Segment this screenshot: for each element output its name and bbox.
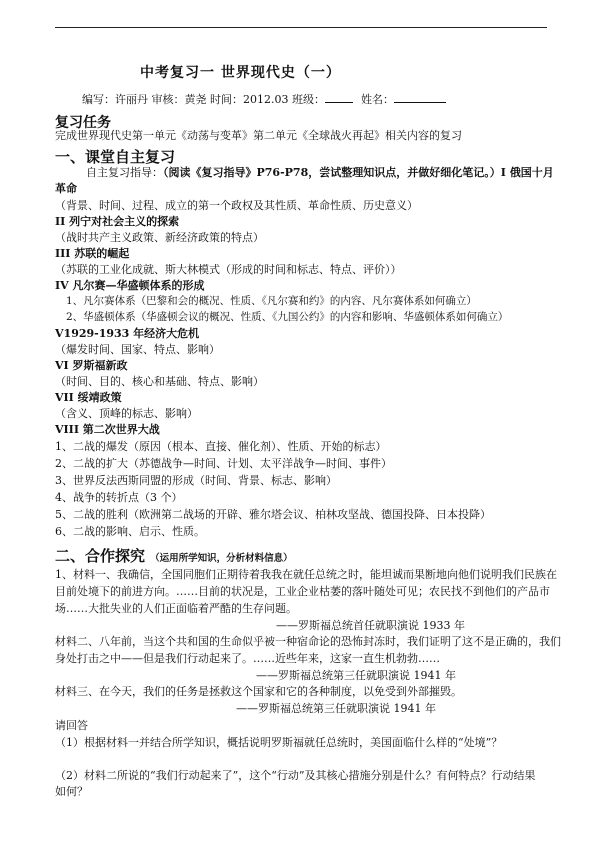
guide-tail: I 俄国十月 [500,166,554,179]
list-item: 3、世界反法西斯同盟的形成（时间、背景、标志、影响） [55,474,337,487]
list-item: （含义、顶峰的标志、影响） [55,407,198,420]
list-heading: VI 罗斯福新政 [55,359,128,372]
section2-heading-row [55,545,293,566]
list-heading: VII 绥靖政策 [55,391,122,404]
list-item: （爆发时间、国家、特点、影响） [55,343,220,356]
material-3-line: 材料三、在今天，我们的任务是拯救这个国家和它的各种制度，以免受到外部摧毁。 [55,685,462,698]
list-item: 2、华盛顿体系（华盛顿会议的概况、性质、《九国公约》的内容和影响、华盛顿体系如何确立） [66,311,509,323]
material-1-line: 1、材料一、我确信，全国同胞们正期待着我我在就任总统之时，能坦诚而果断地向他们说明我们民族在 [55,568,557,581]
list-item: 2、二战的扩大（苏德战争—时间、计划、太平洋战争—时间、事件） [55,457,392,470]
list-heading: III 苏联的崛起 [55,247,130,260]
class-blank [325,91,353,103]
author-meta [82,91,446,107]
material-3-source: ——罗斯福总统第三任就职演说 1941 年 [236,702,436,715]
question-2-line: 如何？ [55,785,88,798]
material-1-line: 目前处境下的前进方向。……目前的状况是，工业企业枯萎的落叶随处可见；农民找不到他们的产品市 [55,585,550,598]
question-2-line: （2）材料二所说的“我们行动起来了”，这个“行动”及其核心措施分别是什么？有何特点？行动结果 [55,769,536,782]
answer-prompt: 请回答 [55,719,88,732]
list-item: （战时共产主义政策、新经济政策的特点） [55,231,264,244]
list-item: （背景、时间、过程、成立的第一个政权及其性质、革命性质、历史意义） [55,199,418,212]
list-heading: IV 凡尔赛—华盛顿体系的形成 [55,279,205,292]
list-item: 6、二战的影响、启示、性质。 [55,525,205,538]
list-item: （时间、目的、核心和基础、特点、影响） [55,375,264,388]
guide-prefix: 自主复习指导： [86,166,163,179]
guide-line [86,165,554,180]
list-item: 4、战争的转折点（3 个） [55,491,183,504]
list-heading: V1929-1933 年经济大危机 [55,327,200,340]
list-item: 5、二战的胜利（欧洲第二战场的开辟、雅尔塔会议、柏林攻坚战、德国投降、日本投降） [55,508,491,521]
list-item: 1、凡尔赛体系（巴黎和会的概况、性质、《凡尔赛和约》的内容、凡尔赛体系如何确立） [66,295,477,307]
material-1-line: 场……大批失业的人们正面临着严酷的生存问题。 [55,602,297,615]
list-heading: II 列宁对社会主义的探索 [55,215,180,228]
meta-info: 编写：许丽丹 审核：黄尧 时间：2012.03 班级： [82,93,325,106]
section1-heading: 一、课堂自主复习 [55,148,176,166]
material-1-source: ——罗斯福总统首任就职演说 1933 年 [276,619,465,632]
top-rule [55,27,547,28]
material-2-line: 身处打击之中——但是我们行动起来了。……近些年来，这家一直生机勃勃…… [55,652,440,665]
task-text: 完成世界现代史第一单元《动荡与变革》第二单元《全球战火再起》相关内容的复习 [55,129,462,142]
section2-heading-note: （运用所学知识，分析材料信息） [150,553,293,564]
task-heading: 复习任务 [55,115,111,131]
question-1: （1）根据材料一并结合所学知识，概括说明罗斯福就任总统时，美国面临什么样的“处境”？ [55,736,503,749]
list-heading: VIII 第二次世界大战 [55,423,160,436]
guide-bold: （阅读《复习指导》P76-P78，尝试整理知识点，并做好细化笔记。） [163,166,501,179]
name-blank [394,91,446,103]
page-title: 中考复习一 世界现代史（一） [140,65,341,81]
section2-heading: 二、合作探究 [55,547,146,565]
list-item: （苏联的工业化成就、斯大林模式（形成的时间和标志、特点、评价）） [55,263,402,276]
name-label: 姓名： [360,93,394,106]
material-2-source: ——罗斯福总统第三任就职演说 1941 年 [256,669,456,682]
list-item: 1、二战的爆发（原因（根本、直接、催化剂）、性质、开始的标志） [55,440,387,453]
material-2-line: 材料二、八年前，当这个共和国的生命似乎被一种宿命论的恐怖封冻时，我们证明了这不是正确的，我们 [55,635,561,648]
guide-line2: 革命 [55,182,77,195]
